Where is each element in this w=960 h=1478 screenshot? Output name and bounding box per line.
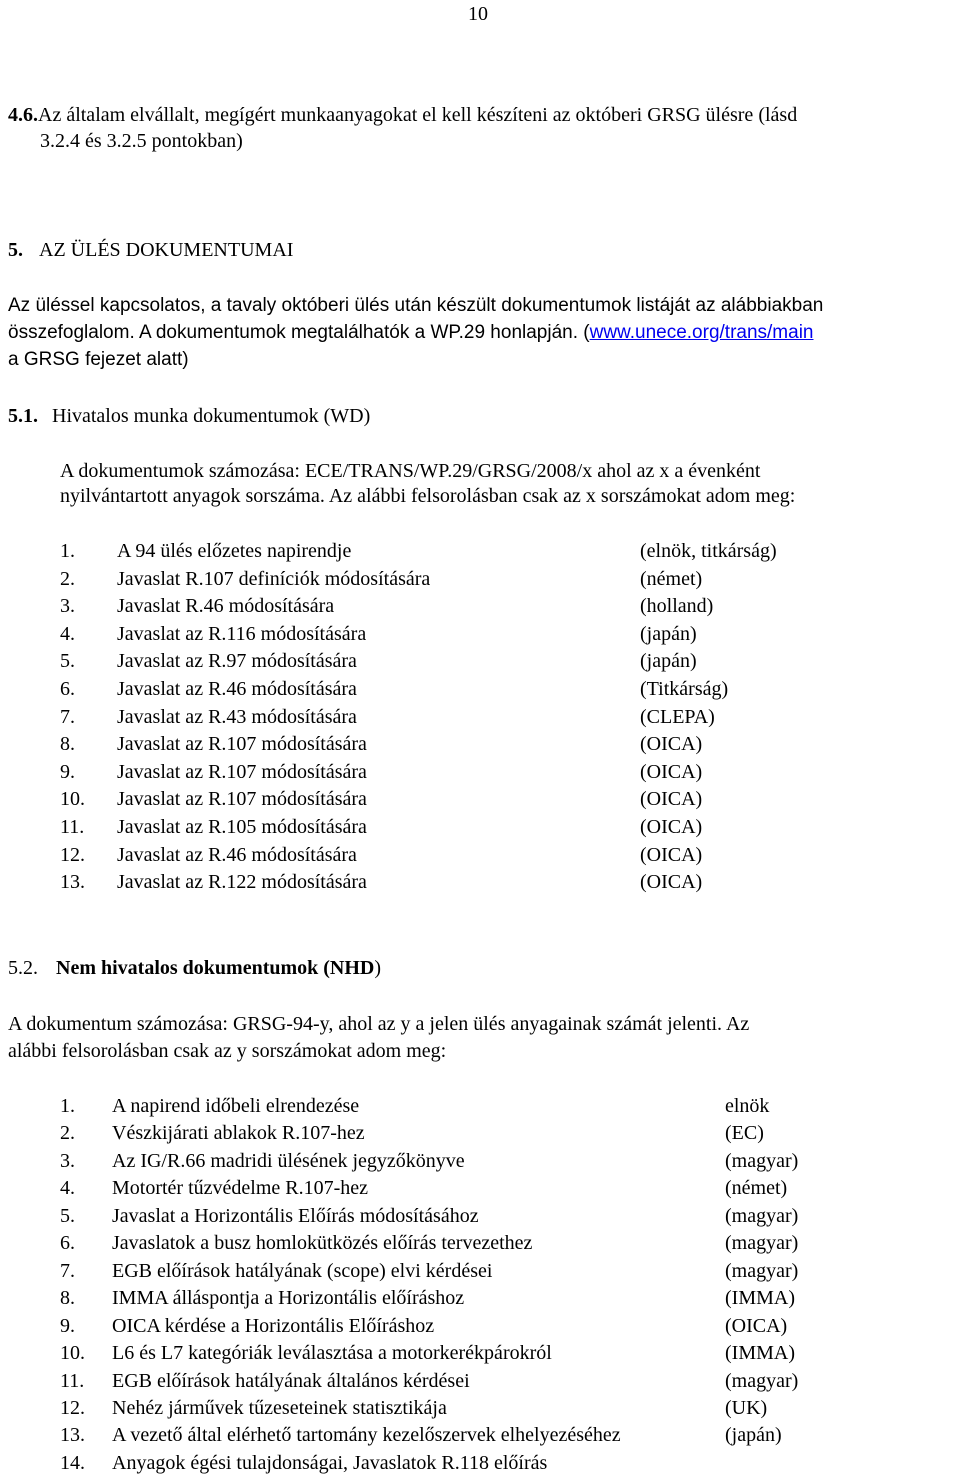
list-item: [0, 1369, 955, 1395]
section-title: Nem hivatalos dokumentumok (NHD: [56, 957, 375, 979]
section-number: 5.: [8, 239, 23, 261]
item-number: 6.: [60, 1232, 75, 1255]
item-number: 7.: [60, 705, 75, 728]
item-author: (német): [725, 1177, 788, 1200]
section-5-heading: [8, 238, 293, 263]
item-author: (japán): [725, 1424, 782, 1447]
unece-link[interactable]: www.unece.org/trans/main: [589, 322, 814, 343]
item-title: Javaslat az R.107 módosítására: [117, 760, 367, 783]
item-title: Javaslat az R.116 módosítására: [117, 622, 367, 645]
item-author: (OICA): [640, 733, 703, 756]
item-title: A vezető által elérhető tartomány kezelőszervek elhelyezéséhez: [112, 1424, 621, 1447]
para-text: összefoglalom. A dokumentumok megtalálhatók a WP.29 honlapján. (: [8, 322, 590, 343]
item-number: 8.: [60, 1287, 75, 1310]
list-item: [0, 815, 955, 841]
list-item: [0, 1341, 955, 1367]
item-author: (OICA): [640, 788, 703, 811]
item-title: Javaslat az R.46 módosítására: [117, 843, 357, 866]
item-author: (OICA): [640, 816, 703, 838]
item-author: (japán): [640, 650, 697, 673]
list-item: [0, 870, 955, 896]
section-text-line1: Az általam elvállalt, megígért munkaanyagokat el kell készíteni az októberi GRSG ülésre (lásd: [38, 104, 798, 126]
list-item: [0, 1204, 955, 1230]
list-item: [0, 1231, 955, 1257]
list-item: [0, 622, 955, 648]
section-number: 4.6.: [8, 104, 38, 126]
item-author: (CLEPA): [640, 705, 715, 728]
item-number: 7.: [60, 1259, 75, 1282]
section-5-1-intro-line1: A dokumentumok számozása: ECE/TRANS/WP.29/GRSG/2008/x ahol az x a évenként: [60, 460, 761, 482]
section-number: 5.1.: [8, 405, 38, 427]
item-author: elnök: [725, 1095, 770, 1117]
item-title: Javaslat az R.107 módosítására: [117, 733, 367, 756]
item-title: IMMA álláspontja a Horizontális előíráshoz: [112, 1287, 465, 1310]
item-author: (német): [640, 567, 703, 590]
item-number: 6.: [60, 678, 75, 700]
list-item: [0, 1149, 955, 1175]
item-number: 11.: [60, 816, 85, 838]
item-author: (OICA): [725, 1314, 788, 1337]
item-title: Az IG/R.66 madridi ülésének jegyzőkönyve: [112, 1149, 465, 1172]
list-item: [0, 649, 955, 675]
list-item: [0, 760, 955, 786]
section-5-1-heading: [8, 404, 370, 429]
item-title: A napirend időbeli elrendezése: [112, 1095, 360, 1117]
item-number: 1.: [60, 540, 75, 562]
item-number: 5.: [60, 1204, 75, 1227]
list-item: [0, 677, 955, 703]
list-item: [0, 594, 955, 620]
item-number: 9.: [60, 760, 75, 783]
list-item: [0, 539, 955, 565]
item-title: L6 és L7 kategóriák leválasztása a motorkerékpárokról: [112, 1342, 552, 1365]
item-author: (OICA): [640, 843, 703, 866]
item-title: EGB előírások hatályának (scope) elvi kérdései: [112, 1259, 493, 1282]
page-number: 10: [468, 3, 488, 25]
item-author: (OICA): [640, 871, 703, 894]
item-number: 14.: [60, 1451, 85, 1474]
item-title: Javaslat az R.122 módosítására: [117, 871, 367, 894]
item-title: Javaslatok a busz homlokütközés előírás tervezethez: [112, 1232, 533, 1255]
item-title: Anyagok égési tulajdonságai, Javaslatok R.118 előírás: [112, 1451, 548, 1474]
list-item: [0, 1176, 955, 1202]
item-title: Vészkijárati ablakok R.107-hez: [112, 1122, 365, 1145]
section-5-para-line3: a GRSG fejezet alatt): [8, 349, 189, 370]
item-number: 3.: [60, 595, 75, 618]
list-item: [0, 1286, 955, 1312]
list-item: [0, 1259, 955, 1285]
item-title: Motortér tűzvédelme R.107-hez: [112, 1177, 369, 1200]
item-number: 13.: [60, 871, 85, 894]
item-number: 2.: [60, 567, 75, 590]
item-number: 5.: [60, 650, 75, 673]
item-author: (holland): [640, 595, 714, 618]
section-number: 5.2.: [8, 957, 38, 979]
section-5-2-intro-line1: A dokumentum számozása: GRSG-94-y, ahol az y a jelen ülés anyagainak számát jelenti. Az: [8, 1013, 750, 1035]
list-item: [0, 567, 955, 593]
item-number: 8.: [60, 733, 75, 756]
item-number: 4.: [60, 1177, 75, 1200]
item-number: 9.: [60, 1314, 75, 1337]
item-author: (IMMA): [725, 1342, 795, 1365]
item-author: (elnök, titkárság): [640, 540, 777, 562]
item-author: (OICA): [640, 760, 703, 783]
section-4-6: [8, 103, 797, 128]
item-title: EGB előírások hatályának általános kérdései: [112, 1369, 470, 1392]
item-author: (Titkárság): [640, 678, 729, 700]
item-author: (magyar): [725, 1369, 799, 1392]
item-title: Javaslat az R.46 módosítására: [117, 678, 357, 700]
section-5-2-intro-line2: alábbi felsorolásban csak az y sorszámokat adom meg:: [8, 1040, 447, 1062]
list-item: [0, 787, 955, 813]
section-title: Hivatalos munka dokumentumok (WD): [52, 405, 371, 427]
section-5-para-line1: Az üléssel kapcsolatos, a tavaly októberi ülés után készült dokumentumok listáját az alábbiakban: [8, 295, 824, 316]
item-number: 10.: [60, 1342, 85, 1365]
list-item: [0, 1396, 955, 1422]
item-title: OICA kérdése a Horizontális Előíráshoz: [112, 1314, 435, 1337]
item-number: 1.: [60, 1095, 75, 1117]
item-number: 3.: [60, 1149, 75, 1172]
item-author: (EC): [725, 1122, 764, 1145]
item-title: Javaslat R.107 definíciók módosítására: [117, 567, 431, 590]
item-number: 2.: [60, 1122, 75, 1145]
section-5-para-line2: [8, 321, 814, 345]
item-number: 12.: [60, 843, 85, 866]
item-title: Nehéz járművek tűzeseteinek statisztikája: [112, 1396, 447, 1419]
item-number: 10.: [60, 788, 85, 811]
list-item: [0, 705, 955, 731]
item-number: 4.: [60, 622, 75, 645]
item-title: Javaslat az R.105 módosítására: [117, 816, 367, 838]
item-author: (magyar): [725, 1232, 799, 1255]
list-item: [0, 1423, 955, 1449]
list-item: [0, 1314, 955, 1340]
section-title-close: ): [374, 957, 382, 979]
item-title: Javaslat az R.97 módosítására: [117, 650, 357, 673]
item-author: (japán): [640, 622, 697, 645]
item-number: 12.: [60, 1396, 85, 1419]
item-author: (IMMA): [725, 1287, 795, 1310]
item-title: A 94 ülés előzetes napirendje: [117, 540, 352, 562]
item-author: (magyar): [725, 1149, 799, 1172]
item-number: 13.: [60, 1424, 85, 1447]
item-title: Javaslat az R.107 módosítására: [117, 788, 367, 811]
item-title: Javaslat az R.43 módosítására: [117, 705, 357, 728]
list-item: [0, 732, 955, 758]
item-author: (UK): [725, 1396, 768, 1419]
item-title: Javaslat a Horizontális Előírás módosításához: [112, 1204, 479, 1227]
section-5-2-heading: [8, 956, 381, 981]
section-4-6-line2: 3.2.4 és 3.2.5 pontokban): [40, 130, 243, 152]
list-item: [0, 1451, 955, 1477]
list-item: [0, 1094, 955, 1120]
list-item: [0, 1121, 955, 1147]
item-title: Javaslat R.46 módosítására: [117, 595, 335, 618]
section-5-1-intro-line2: nyilvántartott anyagok sorszáma. Az alábbi felsorolásban csak az x sorszámokat adom meg:: [60, 485, 796, 507]
item-author: (magyar): [725, 1259, 799, 1282]
list-item: [0, 843, 955, 869]
item-number: 11.: [60, 1369, 85, 1392]
item-author: (magyar): [725, 1204, 799, 1227]
section-title: AZ ÜLÉS DOKUMENTUMAI: [39, 239, 294, 261]
